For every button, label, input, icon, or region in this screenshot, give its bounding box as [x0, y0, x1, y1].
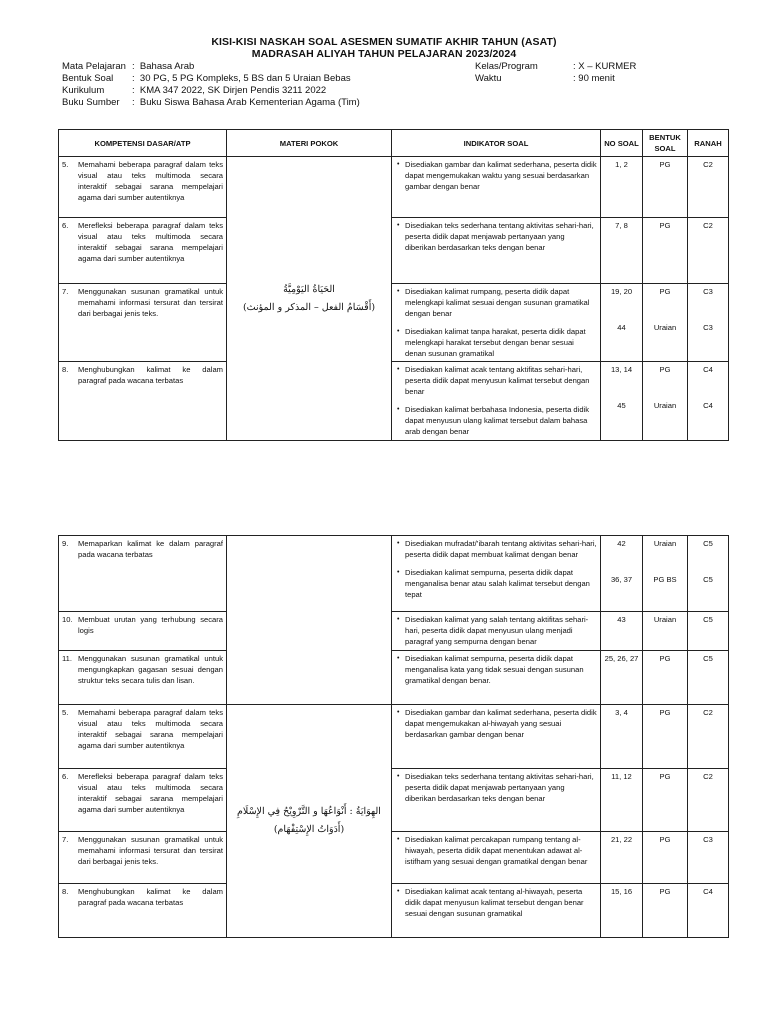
kd-cell [59, 157, 227, 218]
bentuk-soal-cell: PG [643, 884, 688, 938]
ranah-value: C5 [703, 575, 713, 584]
kd-cell [59, 284, 227, 362]
meta-label: Bentuk Soal [62, 73, 114, 84]
table-row [59, 884, 729, 938]
column-header-no: NO SOAL [601, 130, 643, 157]
indikator-cell [392, 832, 601, 884]
bullet-icon: • [397, 569, 400, 576]
kisi-table-1 [58, 129, 729, 441]
indikator-text: Disediakan mufradat/’ibarah tentang aktivitas sehari-hari, peserta didik dapat membuat kalimat dengan benar [405, 539, 597, 559]
kd-number: 9. [62, 539, 69, 548]
kd-text: Merefleksi beberapa paragraf dalam teks visual atau teks multimoda secara interaktif sebagai sarana mempelajari agama dari sumber autentiknya [78, 772, 223, 814]
kd-cell [59, 705, 227, 769]
meta-sep: : [132, 61, 135, 72]
kd-cell [59, 884, 227, 938]
ranah-cell: C2 [688, 218, 729, 284]
indikator-text: Disediakan kalimat sempurna, peserta didik dapat menganalisa benar atau salah kalimat tersebut dengan tepat [405, 568, 590, 599]
no-soal-cell: 43 [601, 612, 643, 651]
no-soal-cell: 15, 16 [601, 884, 643, 938]
kd-cell [59, 612, 227, 651]
bentuk-soal-cell: PG [643, 157, 688, 218]
no-soal-cell [601, 536, 643, 612]
bentuk-soal-cell: PG [643, 651, 688, 705]
ranah-cell: C2 [688, 157, 729, 218]
column-header-bentuk: BENTUK SOAL [643, 130, 688, 157]
meta-row-mapel [62, 61, 360, 73]
kd-cell [59, 218, 227, 284]
table-header-row [59, 130, 729, 157]
ranah-value: C4 [703, 365, 713, 374]
kd-number: 6. [62, 772, 69, 781]
meta-label: Kelas/Program [475, 61, 538, 72]
kd-text: Menghubungkan kalimat ke dalam paragraf pada wacana terbatas [78, 365, 223, 385]
table-row [59, 218, 729, 284]
materi-title-arabic: الهِوَايَةُ : أَنْوَاعُهَا و التَّرْوِيْحُ فِي الإِسْلَامِ [237, 806, 381, 817]
bentuk-soal-cell [643, 536, 688, 612]
indikator-cell [392, 536, 601, 612]
materi-subtitle-arabic: (أَدَوَاتُ الإِسْتِفْهَام) [273, 824, 345, 835]
ranah-cell: C3 [688, 832, 729, 884]
bentuk-soal-cell: PG [643, 705, 688, 769]
kd-text: Memaparkan kalimat ke dalam paragraf pada wacana terbatas [78, 539, 223, 559]
bentuk-soal-value: PG [659, 287, 671, 296]
bullet-icon: • [397, 366, 400, 373]
meta-value: Bahasa Arab [139, 61, 195, 72]
bentuk-soal-value: PG BS [653, 575, 677, 584]
meta-value: X – KURMER [578, 61, 637, 72]
table-row [59, 612, 729, 651]
bentuk-soal-cell: PG [643, 218, 688, 284]
bentuk-soal-value: Uraian [653, 401, 677, 410]
meta-value: 90 menit [578, 73, 615, 84]
ranah-value: C3 [703, 323, 713, 332]
no-soal-cell: 25, 26, 27 [601, 651, 643, 705]
meta-sep: : [132, 85, 135, 96]
kd-cell [59, 362, 227, 441]
kisi-table-2 [58, 535, 729, 938]
ranah-cell: C5 [688, 612, 729, 651]
column-header-materi: MATERI POKOK [227, 130, 392, 157]
meta-sep: : [132, 73, 135, 84]
no-soal-value: 42 [617, 539, 626, 548]
indikator-text: Disediakan kalimat yang salah tentang aktifitas sehari-hari, peserta didik dapat menyusun ulang menjadi paragraf yang sempurna dengan benar [405, 615, 589, 646]
document-title: KISI-KISI NASKAH SOAL ASESMEN SUMATIF AKHIR TAHUN (ASAT) [211, 36, 557, 48]
indikator-cell [392, 157, 601, 218]
ranah-value: C5 [703, 539, 713, 548]
no-soal-cell: 7, 8 [601, 218, 643, 284]
kd-text: Memahami beberapa paragraf dalam teks visual atau teks multimoda secara interaktif sebagai sarana mempelajari agama dari sumber autentiknya [78, 160, 223, 202]
kd-number: 8. [62, 887, 69, 896]
meta-row-bentuk [62, 73, 360, 85]
kd-cell [59, 769, 227, 832]
meta-label: Kurikulum [62, 85, 105, 96]
indikator-text: Disediakan gambar dan kalimat sederhana, peserta didik dapat mengemukakan waktu yang sesuai berdasarkan gambar dengan benar [405, 160, 597, 191]
materi-subtitle-arabic: (أَقْسَامُ الفعل – المذكر و المؤنث) [242, 301, 376, 313]
meta-sep: : [132, 97, 135, 108]
kd-number: 7. [62, 287, 69, 296]
no-soal-cell [601, 284, 643, 362]
materi-title-arabic: الحَيَاةُ اليَوْمِيَّةُ [283, 283, 335, 295]
table-row [59, 705, 729, 769]
no-soal-cell: 1, 2 [601, 157, 643, 218]
meta-block-right [475, 61, 636, 85]
indikator-cell [392, 651, 601, 705]
indikator-text: Disediakan kalimat berbahasa Indonesia, peserta didik dapat menyusun ulang kalimat tersebut dalam bahasa arab dengan benar [405, 405, 590, 436]
kd-cell [59, 832, 227, 884]
meta-value: Buku Siswa Bahasa Arab Kementerian Agama (Tim) [139, 97, 360, 108]
bullet-icon: • [397, 888, 400, 895]
bullet-icon: • [397, 836, 400, 843]
indikator-text: Disediakan kalimat sempurna, peserta didik dapat menganalisa kata yang tidak sesuai dengan susunan gramatikal dengan benar. [405, 654, 584, 685]
kd-number: 5. [62, 160, 69, 169]
bentuk-soal-value: Uraian [653, 539, 677, 548]
indikator-cell [392, 218, 601, 284]
indikator-text: Disediakan kalimat acak tentang aktifitas sehari-hari, peserta didik dapat menyusun kalimat tersebut dengan benar [405, 365, 590, 396]
no-soal-cell: 3, 4 [601, 705, 643, 769]
ranah-cell: C4 [688, 884, 729, 938]
no-soal-value: 13, 14 [610, 365, 633, 374]
bentuk-soal-value: PG [659, 365, 671, 374]
ranah-cell: C2 [688, 705, 729, 769]
kd-number: 6. [62, 221, 69, 230]
indikator-cell [392, 284, 601, 362]
kd-number: 11. [62, 654, 72, 663]
ranah-cell: C5 [688, 651, 729, 705]
no-soal-value: 36, 37 [610, 575, 633, 584]
indikator-cell [392, 884, 601, 938]
no-soal-cell: 21, 22 [601, 832, 643, 884]
ranah-cell [688, 536, 729, 612]
materi-cell [227, 157, 392, 441]
indikator-cell [392, 612, 601, 651]
meta-label: Waktu [475, 73, 502, 84]
bullet-icon: • [397, 655, 400, 662]
bentuk-soal-cell [643, 284, 688, 362]
meta-label: Mata Pelajaran [62, 61, 126, 72]
bentuk-soal-value: Uraian [653, 323, 677, 332]
materi-cell [227, 705, 392, 938]
bentuk-soal-cell: PG [643, 832, 688, 884]
bullet-icon: • [397, 406, 400, 413]
indikator-text: Disediakan teks sederhana tentang aktivitas sehari-hari, peserta didik dapat menjawab pertanyaan yang diberikan berdasarkan teks dengan benar [405, 221, 594, 252]
table-row [59, 832, 729, 884]
meta-row-waktu [475, 73, 636, 85]
table-row [59, 651, 729, 705]
meta-sep: : [573, 73, 576, 84]
meta-row-kurikulum [62, 85, 360, 97]
table-row [59, 536, 729, 612]
kd-number: 10. [62, 615, 73, 624]
no-soal-value: 44 [617, 323, 626, 332]
meta-value: 30 PG, 5 PG Kompleks, 5 BS dan 5 Uraian Bebas [139, 73, 351, 84]
bullet-icon: • [397, 222, 400, 229]
ranah-cell: C2 [688, 769, 729, 832]
bullet-icon: • [397, 773, 400, 780]
kd-number: 7. [62, 835, 69, 844]
indikator-text: Disediakan kalimat rumpang, peserta didik dapat melengkapi kalimat sesuai dengan susunan gramatikal dengan benar [405, 287, 590, 318]
bentuk-soal-cell: Uraian [643, 612, 688, 651]
indikator-text: Disediakan kalimat tanpa harakat, peserta didik dapat melengkapi harakat tersebut dengan benar sesuai denan susunan gramatikal [405, 327, 586, 358]
kd-text: Memahami beberapa paragraf dalam teks visual atau teks multimoda secara interaktif sebagai sarana mempelajari agama dari sumber autentiknya [78, 708, 223, 750]
bentuk-soal-cell: PG [643, 769, 688, 832]
column-header-ranah: RANAH [688, 130, 729, 157]
ranah-cell [688, 284, 729, 362]
bullet-icon: • [397, 161, 400, 168]
kd-text: Menggunakan susunan gramatikal untuk memahami informasi tersurat dan tersirat dari berbagai jenis teks. [78, 287, 223, 318]
bullet-icon: • [397, 288, 400, 295]
materi-cell-empty [227, 536, 392, 705]
kd-text: Merefleksi beberapa paragraf dalam teks visual atau teks multimoda secara interaktif sebagai sarana mempelajari agama dari sumber autentiknya [78, 221, 223, 263]
kd-number: 8. [62, 365, 69, 374]
document-subtitle: MADRASAH ALIYAH TAHUN PELAJARAN 2023/2024 [251, 48, 517, 60]
kd-text: Menggunakan susunan gramatikal untuk mengungkapkan gagasan sesuai dengan struktur teks secara tulis dan lisan. [78, 654, 223, 685]
meta-block-left [62, 61, 360, 109]
indikator-text: Disediakan kalimat acak tentang al-hiwayah, peserta didik dapat menyusun kalimat tersebut dengan benar sesuai dengan susunan gramatikal [405, 887, 584, 918]
ranah-value: C4 [703, 401, 713, 410]
column-header-indikator: INDIKATOR SOAL [392, 130, 601, 157]
table-row [59, 284, 729, 362]
no-soal-value: 45 [617, 401, 626, 410]
bullet-icon: • [397, 616, 400, 623]
kd-text: Menggunakan susunan gramatikal untuk memahami informasi tersurat dan tersirat dari berbagai jenis teks. [78, 835, 223, 866]
meta-label: Buku Sumber [62, 97, 120, 108]
ranah-value: C3 [703, 287, 713, 296]
ranah-cell [688, 362, 729, 441]
meta-row-buku [62, 97, 360, 109]
table-row [59, 769, 729, 832]
meta-value: KMA 347 2022, SK Dirjen Pendis 3211 2022 [139, 85, 327, 96]
table-row [59, 157, 729, 218]
meta-sep: : [573, 61, 576, 72]
bullet-icon: • [397, 540, 400, 547]
kd-cell [59, 536, 227, 612]
no-soal-cell: 11, 12 [601, 769, 643, 832]
indikator-text: Disediakan gambar dan kalimat sederhana, peserta didik dapat mengemukakan al-hiwayah yang sesuai berdasarkan gambar dengan benar [405, 708, 597, 739]
no-soal-cell [601, 362, 643, 441]
indikator-cell [392, 705, 601, 769]
bullet-icon: • [397, 709, 400, 716]
bentuk-soal-cell [643, 362, 688, 441]
kd-text: Menghubungkan kalimat ke dalam paragraf pada wacana terbatas [78, 887, 223, 907]
indikator-cell [392, 362, 601, 441]
table-row [59, 362, 729, 441]
column-header-kd: KOMPETENSI DASAR/ATP [59, 130, 227, 157]
indikator-text: Disediakan kalimat percakapan rumpang tentang al-hiwayah, peserta didik dapat menentukan adawat al-istifham yang sesuai dengan gramatikal dengan benar [405, 835, 588, 866]
no-soal-value: 19, 20 [610, 287, 633, 296]
kd-text: Membuat urutan yang terhubung secara logis [78, 615, 223, 635]
indikator-cell [392, 769, 601, 832]
kd-cell [59, 651, 227, 705]
indikator-text: Disediakan teks sederhana tentang aktivitas sehari-hari, peserta didik dapat menjawab pertanyaan yang diberikan berdasarkan teks dengan benar [405, 772, 594, 803]
bullet-icon: • [397, 328, 400, 335]
meta-row-kelas [475, 61, 636, 73]
kd-number: 5. [62, 708, 69, 717]
